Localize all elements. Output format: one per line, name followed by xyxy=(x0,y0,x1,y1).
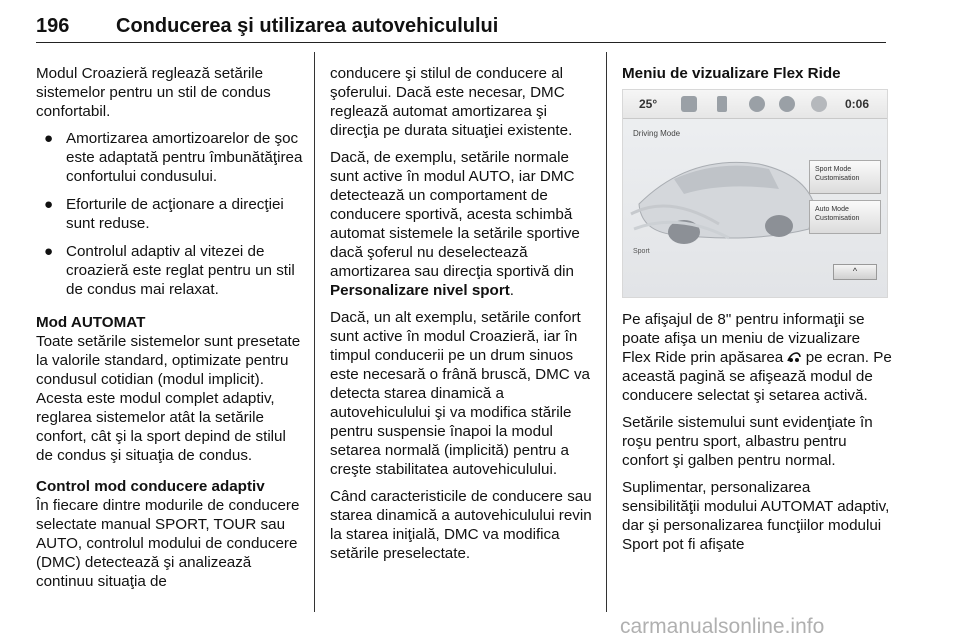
paragraph: conducere şi stilul de conducere al şoferului. Dacă este necesar, DMC reglează automat amortizarea şi direcţia pe durata situaţiei existente. xyxy=(330,65,573,139)
bullet-icon: ● xyxy=(44,196,54,213)
music-icon xyxy=(681,96,697,112)
driving-mode-label: Driving Mode xyxy=(633,129,681,138)
paragraph: Suplimentar, personalizarea sensibilităţii modului AUTOMAT adaptiv, dar şi personalizarea funcţiilor modului Sport pot fi afişate xyxy=(622,479,890,553)
climate-icon xyxy=(779,96,795,112)
section-heading: Mod AUTOMAT xyxy=(36,314,146,331)
flex-ride-icon xyxy=(787,351,801,363)
list-item: ● Eforturile de acţionare a direcţiei sunt reduse. xyxy=(44,196,284,232)
list-item: ● Amortizarea amortizoarelor de şoc este adaptată pentru îmbunătăţirea confortului condusului. xyxy=(44,130,303,185)
flex-ride-icon xyxy=(811,96,827,112)
column-divider xyxy=(314,52,315,612)
collapse-button[interactable]: ^ xyxy=(833,264,877,280)
section-heading: Meniu de vizualizare Flex Ride xyxy=(622,65,841,82)
clock-readout: 0:06 xyxy=(844,97,869,111)
paragraph: Dacă, un alt exemplu, setările confort sunt active în modul Croazieră, iar în timpul conducerii pe un drum sinuos este necesară o frână bruscă, DMC va detecta starea dinamică a autovehiculului şi va modifica stările pentru suspensie înapoi la modul setarea normală (implicită) pentru a creşte stabilitatea autovehiculului. xyxy=(330,309,590,478)
page-title: Conducerea şi utilizarea autovehiculului xyxy=(116,15,499,37)
section-heading: Control mod conducere adaptiv xyxy=(36,478,265,495)
menu-reference: Personalizare nivel sport xyxy=(330,282,510,299)
sport-mode-customisation-button[interactable]: Sport Mode Customisation xyxy=(809,160,881,194)
phone-icon xyxy=(717,96,727,112)
car-illustration xyxy=(629,134,819,264)
page-number: 196 xyxy=(36,15,70,37)
bullet-icon: ● xyxy=(44,130,54,147)
column-1 xyxy=(36,64,304,599)
paragraph: Când caracteristicile de conducere sau starea dinamică a autovehiculului revin la starea iniţială, DMC va modifica setările preselectate. xyxy=(330,488,592,562)
intro-paragraph: Modul Croazieră reglează setările sistemelor pentru un stil de condus confortabil. xyxy=(36,65,271,120)
column-2 xyxy=(330,64,595,571)
navigation-icon xyxy=(749,96,765,112)
page-header xyxy=(36,10,886,43)
column-divider xyxy=(606,52,607,612)
sport-label: Sport xyxy=(633,248,650,255)
auto-mode-customisation-button[interactable]: Auto Mode Customisation xyxy=(809,200,881,234)
paragraph: Setările sistemului sunt evidenţiate în roşu pentru sport, albastru pentru confort şi galben pentru normal. xyxy=(622,414,873,469)
paragraph: Dacă, de exemplu, setările normale sunt active în modul AUTO, iar DMC detectează un comportament de conducere sportivă, acesta schimbă automat sistemele la setările sportive dacă şoferul nu deselectează amortizarea sau direcţia sportivă din Personalizare nivel sport. xyxy=(330,149,580,299)
bullet-icon: ● xyxy=(44,243,54,260)
temperature-readout: 25° xyxy=(639,97,658,111)
screen-top-bar xyxy=(623,90,887,119)
control-paragraph: În fiecare dintre modurile de conducere selectate manual SPORT, TOUR sau AUTO, controlul modului de conducere (DMC) detectează şi analizează continuu situaţia de xyxy=(36,497,300,590)
column-3 xyxy=(622,64,892,562)
auto-paragraph: Toate setările sistemelor sunt presetate la valorile standard, optimizate pentru condusul cotidian (modul implicit). Acesta este modul complet adaptiv, reglarea sistemelor atât la setările confort, cât şi la sport depind de stilul de condus şi situaţia de condus. xyxy=(36,333,301,464)
watermark: carmanualsonline.info xyxy=(620,615,825,638)
flex-ride-screen-image xyxy=(622,89,888,298)
paragraph: Pe afişajul de 8" pentru informaţii se poate afişa un meniu de vizualizare Flex Ride prin apăsarea pe ecran. Pe această pagină se afişează modul de conducere selectat şi setarea activă. xyxy=(622,311,892,404)
list-item: ● Controlul adaptiv al vitezei de croazieră este reglat pentru un stil de condus mai relaxat. xyxy=(44,243,295,298)
